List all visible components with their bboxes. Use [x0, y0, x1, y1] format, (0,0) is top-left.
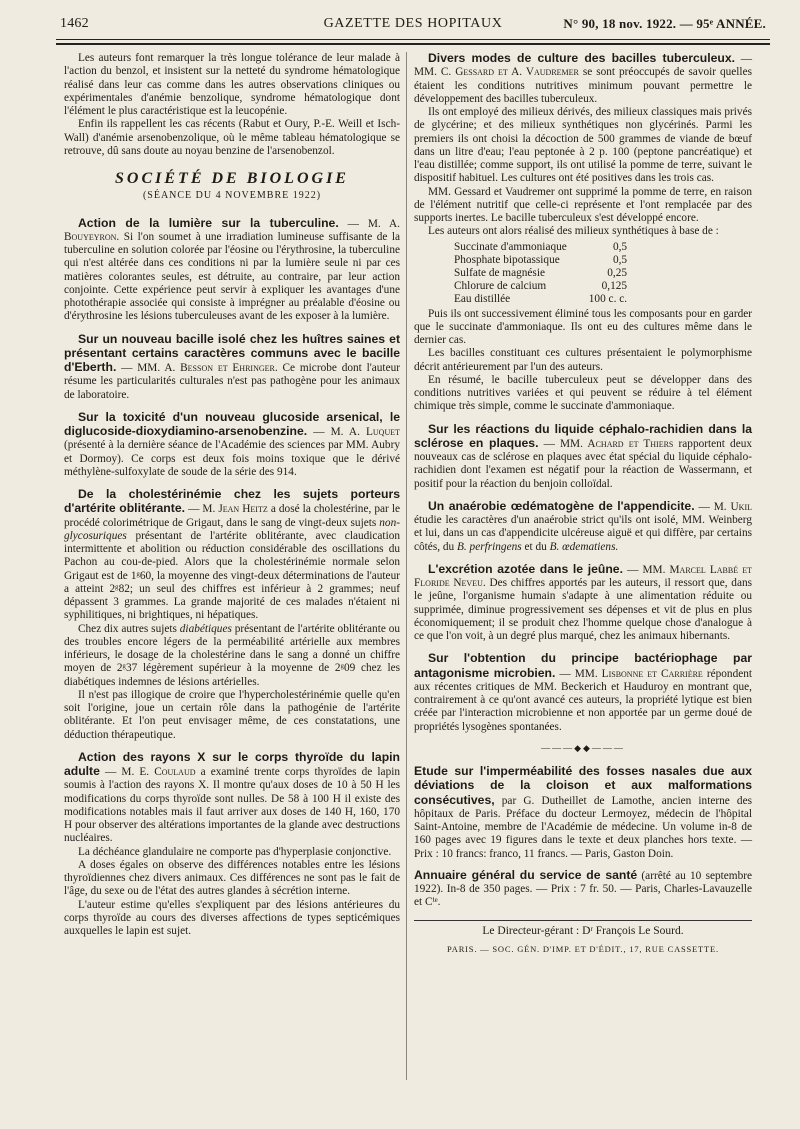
article-body: se sont préoccupés de savoir quelles étaient les conditions nutritives minimum pouvant permettre le développement des bacilles tuberculeux.: [414, 66, 752, 105]
component-value: 100 c. c.: [588, 292, 628, 305]
article-body: Les bacilles constituant ces cultures présentaient le polymorphisme décrit antérieurement par l'un des auteurs.: [414, 347, 752, 373]
article-title: Un anaérobie œdématogène de l'appendicite.: [428, 498, 695, 513]
article-jeune: [414, 563, 752, 644]
article-body: a examiné trente corps thyroïdes de lapin soumis à l'action des rayons X. Il montre qu'aux doses de 10 à 50 H les modifications du corps thyroïde sont nulles. De 58 à 100 H il existe des modifications notables mais il faut arriver aux doses de 140 H, 160, 170 H pour observer des altérations importantes de la glande avec destructions nucléaires.: [64, 766, 400, 845]
article-author: — M. Jean Heitz: [188, 503, 268, 516]
bibliography-2: [414, 869, 752, 910]
article-body: L'auteur estime qu'elles s'expliquent par des lésions antérieures du corps thyroïde au cours des diverses affections de types septicémiques auxquelles le lapin est sujet.: [64, 898, 400, 937]
article-author: — M. Ukil: [698, 500, 752, 513]
article-title: Sur l'obtention du principe bactériophage par antagonisme microbien.: [414, 651, 752, 680]
article-body: présentant de l'artérite oblitérante ou des troubles encore légers de la perméabilité artérielle aux membres inférieurs, le dosage de la cholestérine dans le sang a donné un chiffre moyen de 2ᵍ37 légèrement supérieur à la moyenne de 2ᵍ09 chez les diabétiques indemnes de lésions artérielles.: [64, 622, 400, 688]
book-details: (arrêté au 10 septembre 1922). In-8 de 350 pages. — Prix : 7 fr. 50. — Paris, Charles-Lavauzelle et Cⁱᵉ.: [414, 869, 752, 909]
component-name: Succinate d'ammoniaque: [454, 240, 567, 253]
article-body: Puis ils ont successivement éliminé tous les composants pour en garder que le succinate d'ammoniaque. Ils ont eu des cultures même dans le dernier cas.: [414, 307, 752, 346]
intro-paragraph: Les auteurs font remarquer la très longue tolérance de leur malade à l'action du benzol, et insistent sur la netteté du syndrome hématologique réalisé dans leur cas comme dans les autres observations cliniques ou expérimentales d'anémie benzolique, syndrome hématologique dont l'élément le plus caractéristique est la leucopénie.: [64, 52, 400, 117]
section-subtitle: (SÉANCE DU 4 NOVEMBRE 1922): [142, 190, 322, 202]
article-body: Ce microbe dont l'auteur résume les particularités culturales n'est pas pathogène pour les animaux de laboratoire.: [64, 362, 400, 401]
printer-line: PARIS. — SOC. GÉN. D'IMP. ET D'ÉDIT., 17, RUE CASSETTE.: [447, 943, 719, 954]
article-title: Action des rayons X sur le corps thyroïde du lapin adulte: [64, 749, 400, 778]
article-bacteriophage: [414, 652, 752, 734]
component-name: Chlorure de calcium: [454, 279, 547, 292]
article-body: et du: [524, 540, 547, 553]
section-title: SOCIÉTÉ DE BIOLOGIE: [115, 170, 349, 187]
article-italic: B. perfringens: [457, 540, 522, 553]
component-value: 0,25: [607, 266, 628, 279]
article-author: — MM. Achard et Thiers: [543, 437, 674, 450]
article-body: A doses égales on observe des différences notables entre les lésions thyroïdiennes chez divers animaux. Ces différences ne sont pas le fait de l'âge, du sexe ou de l'état des autres glandes à sécrétion interne.: [64, 858, 400, 898]
component-name: Eau distillée: [454, 292, 511, 305]
article-body: a dosé la cholestérine, par le procédé colorimétrique de Grigaut, dans le sang de vingt-deux sujets: [64, 503, 401, 529]
article-body: Il n'est pas illogique de croire que l'hypercholestérinémie quelle qu'en soit l'origine, joue un certain rôle dans la pathogénie de l'artérite oblitérante. Et l'on peut envisager même, de ces constatations, une déduction thérapeutique.: [64, 688, 400, 741]
issue-info: N° 90, 18 nov. 1922. — 95ᵉ ANNÉE.: [563, 16, 766, 31]
article-body: MM. Gessard et Vaudremer ont supprimé la pomme de terre, en raison de l'élément nutritif que celle-ci représente et l'ont remplacée par des supports inertes. Le bacille tuberculeux s'est développé encore.: [414, 185, 752, 224]
article-cultures: [414, 52, 752, 414]
article-title: Divers modes de culture des bacilles tuberculeux.: [428, 51, 736, 65]
right-column: [414, 52, 752, 956]
book-details: par G. Dutheillet de Lamothe, ancien interne des hôpitaux de Paris. Préface du docteur Lermoyez, médecin de l'hôpital Saint-Antoine, membre de l'Académie de médecine. Un volume in-8 de 160 pages avec 19 figures dans le texte et deux planches hors texte. — Prix : 10 francs: franco, 11 francs. — Paris, Gaston Doin.: [414, 794, 752, 860]
book-title: Annuaire général du service de santé: [414, 867, 638, 882]
article-title: Action de la lumière sur la tuberculine.: [78, 215, 339, 230]
table-row: [454, 241, 631, 254]
article-author: — MM. Marcel Labbé et Floride Neveu.: [414, 563, 752, 589]
table-row: [454, 280, 631, 293]
component-name: Sulfate de magnésie: [454, 266, 545, 279]
article-body: étudie les caractères d'un anaérobie strict qu'ils ont isolé, MM. Weinberg et lui, dans un cas d'appendicite ulcéreuse aiguë et qui diffère, par certains côtés, du: [414, 514, 752, 553]
article-title: Sur les réactions du liquide céphalo-rachidien dans la sclérose en plaques.: [414, 421, 752, 450]
component-name: Phosphate bipotassique: [454, 253, 560, 266]
journal-title: GAZETTE DES HOPITAUX: [323, 16, 503, 31]
article-body: répondent aux récentes critiques de MM. Beckerich et Hauduroy en montrant que, contrairement à ce qu'ont avancé ces auteurs, la propriété lytique est bien créée par l'interaction microbienne et non apportée par un germe doué de propriétés lysogènes spontanées.: [414, 667, 753, 733]
article-body: Les auteurs ont alors réalisé des milieux synthétiques à base de :: [428, 225, 719, 238]
article-cholesterinemie: [64, 488, 400, 742]
article-body: rapportent deux nouveaux cas de sclérose en plaques avec état spécial du liquide céphalo-rachidien dont l'examen est négatif pour la réaction de Wassermann, et positif pour la réaction du benjoin colloïdal.: [414, 437, 753, 490]
article-title: Sur un nouveau bacille isolé chez les huîtres saines et présentant certains caractères communs avec le bacille d'Eberth.: [64, 331, 400, 374]
article-title: L'excrétion azotée dans le jeûne.: [428, 561, 623, 576]
article-author: — MM. Lisbonne et Carrière: [559, 667, 703, 680]
article-huitres: [64, 333, 400, 402]
article-body: (présenté à la dernière séance de l'Académie des sciences par MM. Aubry et Dormoy). Ce corps est deux fois moins toxique que le dérivé méthylène-sulfoxylate de soude de la série des 914.: [64, 439, 400, 478]
header-rule: [56, 39, 770, 40]
article-title: De la cholestérinémie chez les sujets porteurs d'artérite oblitérante.: [64, 487, 400, 516]
footer-rule: [414, 920, 752, 921]
article-body: En résumé, le bacille tuberculeux peut se développer dans des conditions nutritives variées et qui peuvent se réduire à tel élément chimique très simple, comme le succinate d'ammoniaque.: [414, 373, 752, 413]
article-body: Si l'on soumet à une irradiation lumineuse suffisante de la tuberculine en solution colorée par l'éosine ou l'érythrosine, la tuberculine qui n'est altérée dans ces conditions ni par la lumière seule ni par ces matières colorantes seules, est détruite, au contraire, par leur action conjointe. Cette expérience peut servir à expliquer les avantages d'une photothérapie associée qui consiste à imprégner au préalable d'éosine ou d'érythrosine les lésions tuberculeuses avant de les exposer à la lumière.: [64, 230, 400, 323]
article-author: — M. A. Bouyeyron.: [64, 217, 400, 243]
page-header: [60, 14, 766, 36]
table-row: [454, 267, 631, 280]
book-title: Etude sur l'imperméabilité des fosses nasales due aux déviations de la cloison et aux malformations consécutives,: [414, 764, 752, 807]
ornament-divider: ———◆◆———: [541, 742, 625, 753]
article-author: — M. E. Coulaud: [105, 766, 196, 778]
article-title: Sur la toxicité d'un nouveau glucoside arsenical, le diglucoside-dioxydiamino-arsenobenzine.: [64, 409, 400, 438]
article-body: Des chiffres apportés par les auteurs, il ressort que, dans le jeûne, l'organisme humain s'adapte à une alimentation réduite ou supprimée, diminue progressivement ses dépenses et vit de plus en plus économiquement; il se produit chez l'homme quelque chose d'analogue à ce que l'on voit, à un degré plus marqué, chez les animaux hibernants.: [414, 577, 753, 642]
article-body: Ils ont employé des milieux dérivés, des milieux classiques mais privés de glycérine; et des milieux synthétiques non glycérinés. Parmi les premiers ils ont choisi la décoction de 500 grammes de viande de bœuf dans un litre d'eau; l'eau peptonée à 2 p. 100 (peptone pancréatique) et l'eau distillée; comme support, ils ont utilisé la pomme de terre, suivant le dispositif habituel. Les cultures ont été positives dans les trois cas.: [414, 106, 752, 185]
article-cephalo: [414, 423, 752, 491]
bibliography-1: [414, 765, 752, 861]
left-column: [64, 52, 400, 938]
column-divider: [406, 52, 407, 1080]
header-rule-thick: [56, 43, 770, 45]
article-italic: diabétiques: [179, 622, 232, 635]
article-italic: B. œdematiens.: [549, 540, 619, 553]
director-line: Le Directeur-gérant : Dʳ François Le Sourd.: [482, 924, 684, 937]
article-author: — MM. A. Besson et Ehringer.: [121, 362, 278, 374]
article-author: — M. A. Luquet: [313, 426, 400, 438]
article-italic: non-glycosuriques: [64, 516, 400, 542]
intro-paragraph: Enfin ils rappellent les cas récents (Rabut et Oury, P.-E. Weill et Isch-Wall) d'anémie arsenobenzolique, où le même tableau hématologique se retrouve, dû sans doute au noyau benzine de l'arsenobenzol.: [64, 118, 400, 157]
table-row: [454, 293, 631, 306]
article-anaerobie: [414, 500, 752, 554]
article-rayons-x: [64, 751, 400, 939]
component-value: 0,125: [601, 279, 628, 292]
component-value: 0,5: [612, 240, 628, 253]
table-row: [454, 254, 631, 267]
article-body: La déchéance glandulaire ne comporte pas d'hyperplasie conjonctive.: [78, 845, 392, 858]
article-body: présentant de l'artérite oblitérante, avec claudication intermittente et abolition ou réduction considérable des oscillations du Pachon au cou-de-pied. Alors que la cholestérinémie normale selon Grigaut est de 1ᵍ60, la moyenne des vingt-deux déterminations de l'auteur a atteint 2ᵍ82; un seul des chiffres est inférieur à 2 grammes; neuf dépassent 3 grammes. La grande majorité de ces malades n'étaient ni syphilitiques, ni brightiques, ni hépatiques.: [64, 529, 401, 622]
article-glucoside: [64, 411, 400, 479]
article-lumiere: [64, 217, 400, 324]
article-body: Chez dix autres sujets: [78, 622, 177, 635]
component-value: 0,5: [612, 253, 628, 266]
page-number: 1462: [60, 16, 89, 31]
composition-table: [454, 241, 631, 306]
article-author: — MM. C. Gessard et A. Vaudremer: [414, 53, 752, 79]
